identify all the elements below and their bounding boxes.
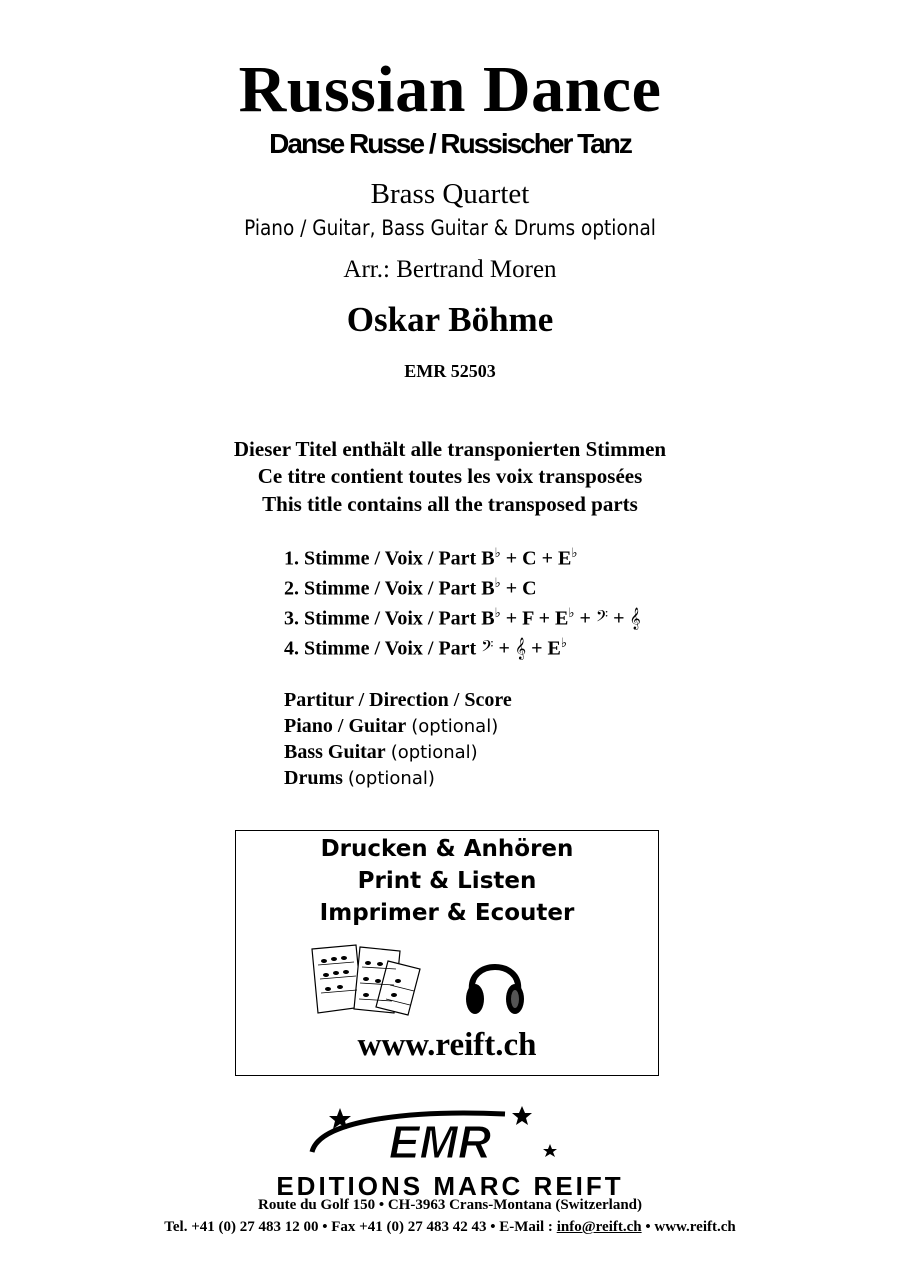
publisher-name: EDITIONS MARC REIFT	[276, 1171, 624, 1201]
ensemble: Brass Quartet	[370, 178, 530, 210]
catalog-number: EMR 52503	[404, 361, 496, 381]
extra-piano: Piano / Guitar (optional)	[284, 715, 499, 737]
notice-german: Dieser Titel enthält alle transponierten Stimmen	[233, 437, 667, 461]
print-box-url[interactable]: www.reift.ch	[357, 1027, 537, 1063]
treble-clef-icon: 𝄞	[629, 607, 641, 630]
print-listen-box	[235, 830, 659, 1076]
extra-drums: Drums (optional)	[284, 767, 435, 789]
part-2: 2. Stimme / Voix / Part B♭ + C	[284, 575, 537, 600]
publisher-contact: Tel. +41 (0) 27 483 12 00 • Fax +41 (0) 27 483 42 43 • E-Mail : info@reift.ch • www.reift.ch	[164, 1219, 736, 1235]
emr-logo-icon	[300, 1100, 570, 1170]
part-4: 4. Stimme / Voix / Part 𝄢 + 𝄞 + E♭	[284, 635, 567, 660]
part-1: 1. Stimme / Voix / Part B♭ + C + E♭	[284, 545, 578, 570]
parts-list	[284, 538, 641, 658]
extra-score: Partitur / Direction / Score	[284, 689, 512, 711]
publisher-address: Route du Golf 150 • CH-3963 Crans-Montana (Switzerland)	[258, 1197, 642, 1213]
arranger: Arr.: Bertrand Moren	[343, 256, 557, 283]
print-box-line-de: Drucken & Anhören	[320, 836, 574, 862]
extras-list	[284, 687, 512, 791]
page-title: Russian Dance	[238, 53, 662, 126]
print-box-line-en: Print & Listen	[357, 868, 537, 894]
treble-clef-icon: 𝄞	[514, 637, 527, 660]
extra-bass: Bass Guitar (optional)	[284, 741, 478, 763]
sheet-music-icon	[308, 941, 423, 1016]
notice-english: This title contains all the transposed parts	[262, 492, 638, 516]
notice-french: Ce titre contient toutes les voix transposées	[257, 464, 643, 488]
emr-logo-text: EMR	[388, 1116, 492, 1168]
headphones-icon	[464, 945, 526, 1021]
optional-instruments: Piano / Guitar, Bass Guitar & Drums optional	[244, 216, 656, 240]
bass-clef-icon: 𝄢	[481, 637, 494, 660]
bass-clef-icon: 𝄢	[595, 607, 609, 630]
part-3: 3. Stimme / Voix / Part B♭ + F + E♭ + 𝄢 + 𝄞	[284, 605, 641, 630]
email-link[interactable]: info@reift.ch	[556, 1219, 642, 1235]
composer: Oskar Böhme	[346, 300, 554, 339]
print-box-line-fr: Imprimer & Ecouter	[319, 900, 575, 926]
subtitle: Danse Russe / Russischer Tanz	[269, 128, 631, 159]
